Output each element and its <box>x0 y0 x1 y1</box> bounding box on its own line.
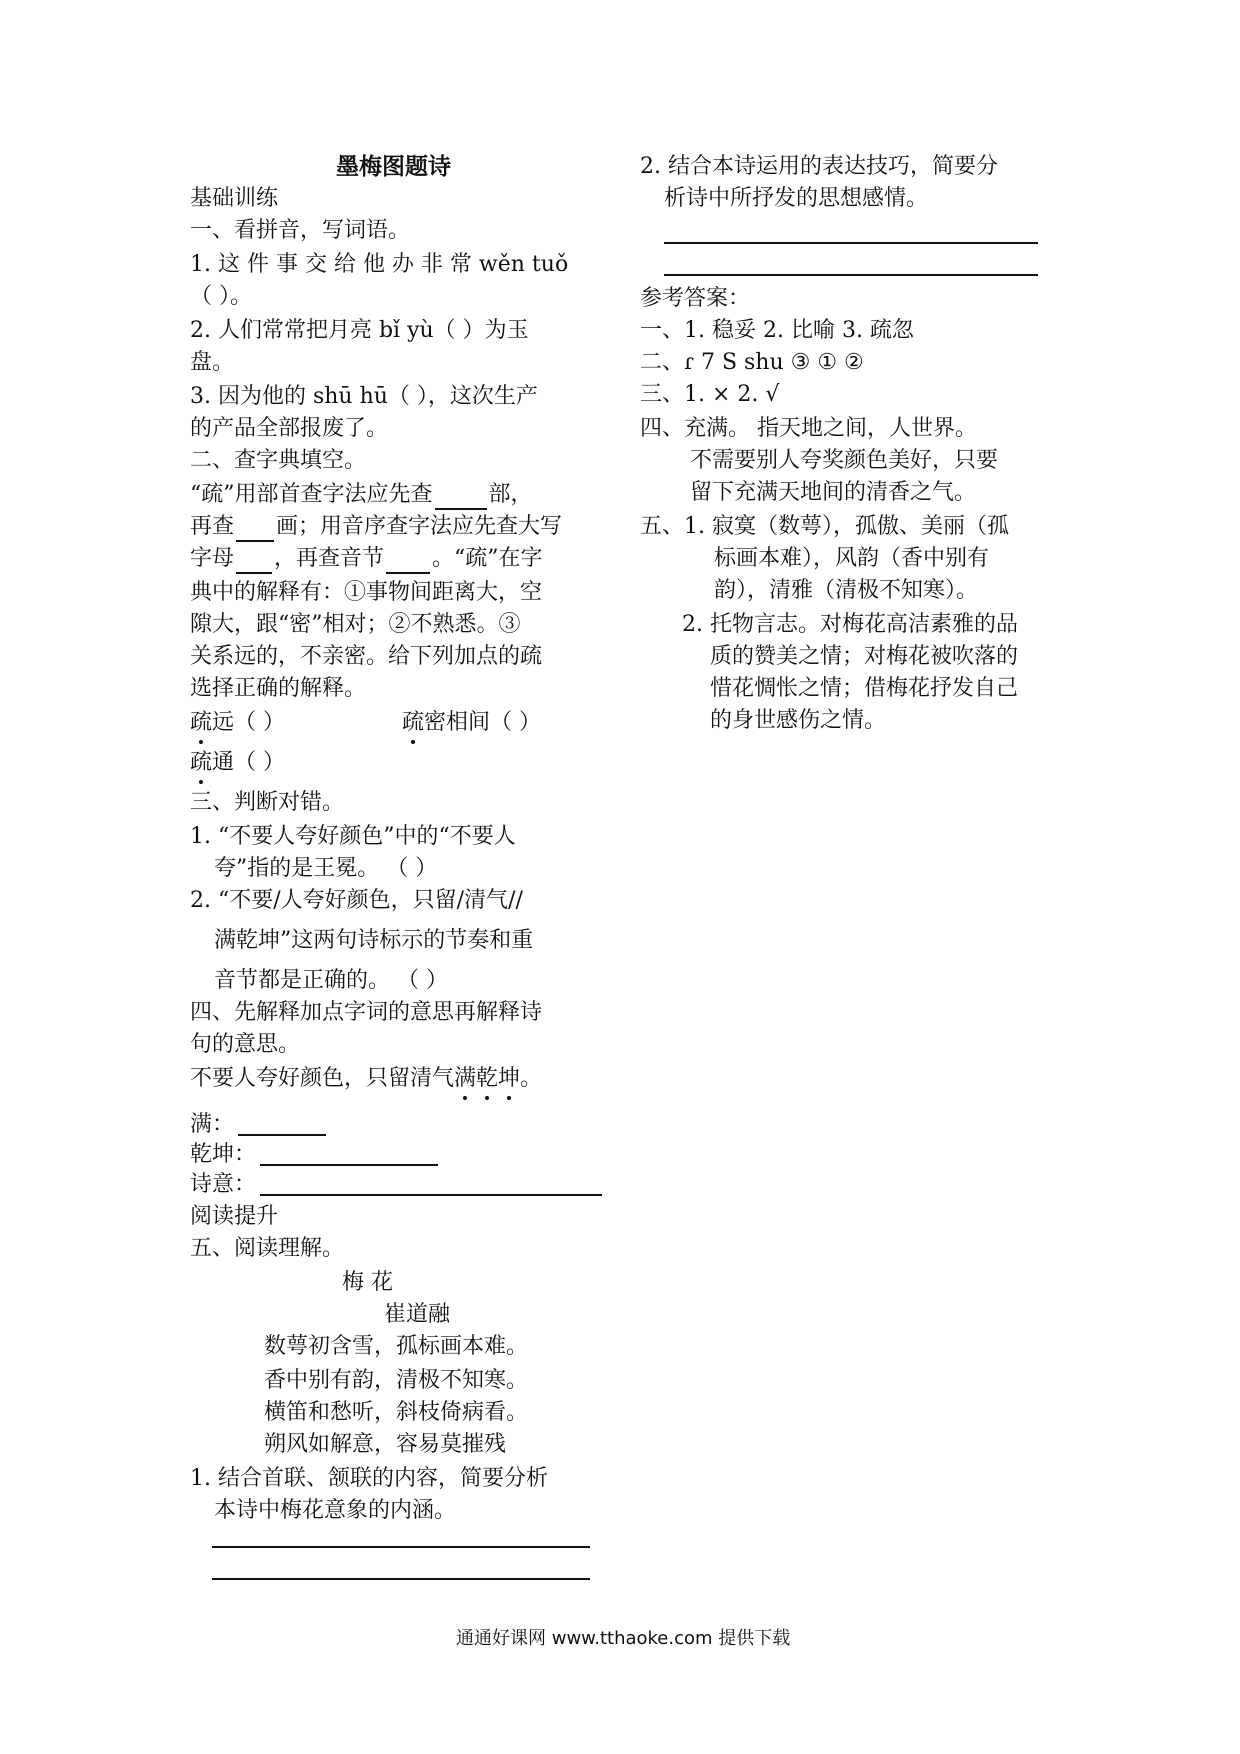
answer-5-1a: 五、1. 寂寞（数萼），孤傲、美丽（孤 <box>640 514 1009 539</box>
page-title: 墨梅图题诗 <box>336 153 451 180</box>
option-text: 密相间（ ） <box>424 710 542 735</box>
q1-item2-b: 盘。 <box>190 350 235 375</box>
poem-text-end: 。 <box>520 1066 543 1091</box>
poem-text: 不要人夸好颜色，只留清气 <box>190 1066 455 1091</box>
dotted-char: 坤 <box>498 1064 520 1094</box>
q2-p2-b: 画；用音序查字法应先查大写 <box>276 514 563 539</box>
q5-q1-a: 1. 结合首联、颔联的内容，简要分析 <box>190 1466 548 1491</box>
q3-item1-a: 1. “不要人夸好颜色”中的“不要人 <box>190 824 516 849</box>
q3-item1-b: 夸”指的是王冕。 （ ） <box>214 856 438 881</box>
q1-heading: 一、看拼音，写词语。 <box>190 218 411 243</box>
poem-line-4: 朔风如解意，容易莫摧残 <box>264 1432 507 1457</box>
answers-heading: 参考答案： <box>640 286 751 311</box>
answer-line-q2-1[interactable] <box>664 242 1038 244</box>
answer-5-2a: 2. 托物言志。对梅花高洁素雅的品 <box>682 612 1018 637</box>
poem-line-2: 香中别有韵，清极不知寒。 <box>264 1368 529 1393</box>
answer-3: 三、1. × 2. √ <box>640 382 780 407</box>
answer-5-1c: 韵），清雅（清极不知寒）。 <box>714 578 979 603</box>
answer-5-2c: 惜花惆怅之情；借梅花抒发自己 <box>710 676 1019 701</box>
q2-p3-b: ，再查音节 <box>274 546 385 571</box>
dotted-char: 满 <box>454 1064 476 1094</box>
answer-5-2b: 质的赞美之情；对梅花被吹落的 <box>710 644 1019 669</box>
q3-item2-c: 音节都是正确的。 （ ） <box>214 968 448 993</box>
q4-poem-line <box>190 1064 542 1094</box>
q1-item2-a: 2. 人们常常把月亮 bǐ yù（ ）为玉 <box>190 318 529 343</box>
q4-heading: 四、先解释加点字词的意思再解释诗 <box>190 1000 543 1025</box>
q2-option1 <box>190 708 285 738</box>
dotted-char: 疏 <box>402 708 424 738</box>
q2-p3-c: 。“疏”在字 <box>432 546 543 571</box>
poem-line-3: 横笛和愁听，斜枝倚病看。 <box>264 1400 529 1425</box>
answer-4-a: 四、充满。 指天地之间，人世界。 <box>640 416 977 441</box>
q2-p2-a: 再查 <box>190 514 235 539</box>
answer-5-2d: 的身世感伤之情。 <box>710 708 887 733</box>
q2-p1-b: 部， <box>488 482 533 507</box>
section-basic: 基础训练 <box>190 186 279 211</box>
option-text: 通（ ） <box>212 750 286 775</box>
answer-line-shiyi[interactable] <box>260 1194 602 1196</box>
dotted-char: 疏 <box>190 708 212 738</box>
answer-1: 一、1. 稳妥 2. 比喻 3. 疏忽 <box>640 318 914 343</box>
dotted-char: 乾 <box>476 1064 498 1094</box>
q5-q2-b: 析诗中所抒发的思想感情。 <box>664 186 929 211</box>
blank-syllable[interactable] <box>386 550 430 574</box>
q4-heading-b: 句的意思。 <box>190 1032 301 1057</box>
dotted-char: 疏 <box>190 748 212 778</box>
q3-heading: 三、判断对错。 <box>190 790 345 815</box>
q2-p1 <box>190 480 533 510</box>
label-man: 满： <box>190 1112 235 1137</box>
q3-item2-a: 2. “不要/人夸好颜色，只留/清气// <box>190 888 523 913</box>
answer-4-b: 不需要别人夸奖颜色美好，只要 <box>690 448 999 473</box>
q2-heading: 二、查字典填空。 <box>190 448 367 473</box>
label-shiyi: 诗意： <box>190 1172 257 1197</box>
q2-option3 <box>190 748 285 778</box>
q2-p3-a: 字母 <box>190 546 235 571</box>
q1-item3-a: 3. 因为他的 shū hū（ ），这次生产 <box>190 384 538 409</box>
answer-line-q1-2[interactable] <box>212 1578 590 1580</box>
q1-item1-b: （ ）。 <box>190 284 252 309</box>
blank-strokes[interactable] <box>236 518 274 542</box>
q5-heading: 五、阅读理解。 <box>190 1236 345 1261</box>
q2-p4: 典中的解释有：①事物间距离大，空 <box>190 580 543 605</box>
q2-p5: 隙大，跟“密”相对；②不熟悉。③ <box>190 612 521 637</box>
label-qiankun: 乾坤： <box>190 1142 257 1167</box>
poem-title: 梅 花 <box>342 1270 393 1295</box>
q1-item1-a: 1. 这 件 事 交 给 他 办 非 常 wěn tuǒ <box>190 252 569 277</box>
q2-p2 <box>190 512 562 542</box>
answer-2: 二、ɾ 7 S shu ③ ① ② <box>640 350 864 375</box>
q2-p1-a: “疏”用部首查字法应先查 <box>190 482 433 507</box>
q3-item2-b: 满乾坤”这两句诗标示的节奏和重 <box>214 928 534 953</box>
q5-q1-b: 本诗中梅花意象的内涵。 <box>214 1498 457 1523</box>
answer-line-man[interactable] <box>238 1134 326 1136</box>
footer-credit: 通通好课网 www.tthaoke.com 提供下载 <box>456 1628 791 1649</box>
answer-4-c: 留下充满天地间的清香之气。 <box>690 480 977 505</box>
answer-line-q1-1[interactable] <box>212 1546 590 1548</box>
poem-author: 崔道融 <box>384 1302 451 1327</box>
blank-capital-letter[interactable] <box>236 550 272 574</box>
q2-option2 <box>402 708 541 738</box>
answer-line-qiankun[interactable] <box>260 1164 438 1166</box>
q2-p7: 选择正确的解释。 <box>190 676 367 701</box>
q2-p6: 关系远的，不亲密。给下列加点的疏 <box>190 644 543 669</box>
answer-5-1b: 标画本难），风韵（香中别有 <box>714 546 990 571</box>
q5-q2-a: 2. 结合本诗运用的表达技巧，简要分 <box>640 154 998 179</box>
q2-p3 <box>190 544 543 574</box>
blank-radical[interactable] <box>435 486 487 510</box>
section-reading: 阅读提升 <box>190 1204 279 1229</box>
answer-line-q2-2[interactable] <box>664 274 1038 276</box>
option-text: 远（ ） <box>212 710 286 735</box>
q1-item3-b: 的产品全部报废了。 <box>190 416 389 441</box>
poem-line-1: 数萼初含雪，孤标画本难。 <box>264 1334 529 1359</box>
